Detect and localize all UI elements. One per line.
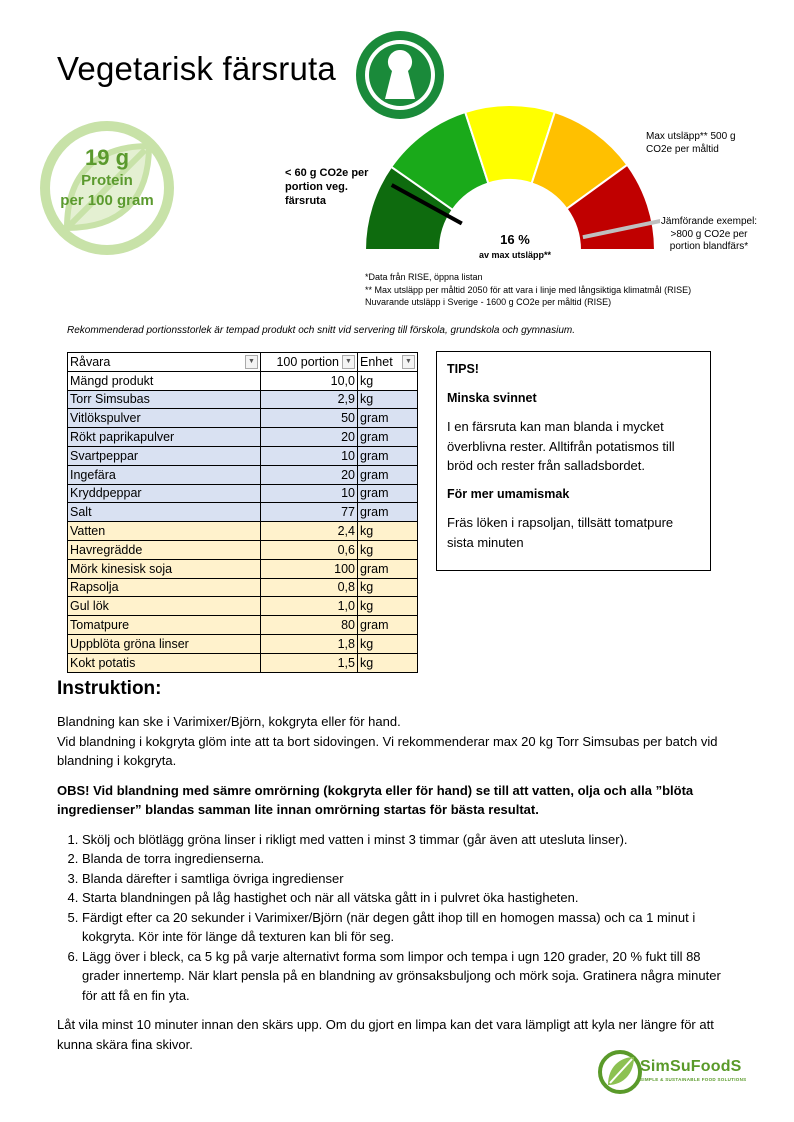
- ingredient-amount: 77: [261, 503, 358, 522]
- ingredient-amount: 10,0: [261, 371, 358, 390]
- table-row: [68, 653, 418, 672]
- ingredient-unit: kg: [358, 540, 418, 559]
- footnote-2: ** Max utsläpp per måltid 2050 för att vara i linje med långsiktiga klimatmål (RISE): [365, 284, 692, 295]
- ingredient-name: Torr Simsubas: [68, 390, 261, 409]
- ingredient-amount: 1,5: [261, 653, 358, 672]
- protein-label: Protein: [81, 172, 133, 189]
- ingredient-unit: kg: [358, 597, 418, 616]
- filter-dropdown-icon[interactable]: ▼: [342, 355, 355, 369]
- ingredient-name: Salt: [68, 503, 261, 522]
- list-item: 4. Starta blandningen på låg hastighet och när all vätska gått in i pulvret öka hastigheten.: [82, 888, 727, 908]
- ingredient-name: Uppblöta gröna linser: [68, 634, 261, 653]
- ingredient-name: Havregrädde: [68, 540, 261, 559]
- ingredient-unit: kg: [358, 634, 418, 653]
- tips-heading-1: Minska svinnet: [447, 390, 537, 405]
- gauge-percent: 16 %: [500, 232, 530, 247]
- tips-text-2: Fräs löken i rapsoljan, tillsätt tomatpure sista minuten: [447, 515, 674, 550]
- list-item: 5. Färdigt efter ca 20 sekunder i Varimixer/Björn (när degen gått ihop till en homogen massa) och ca 1 minut i kokgryta. Kör inte för länge då texturen kan bli för seg.: [82, 908, 727, 947]
- ingredient-amount: 2,9: [261, 390, 358, 409]
- footnote-3: Nuvarande utsläpp i Sverige - 1600 g CO2e per måltid (RISE): [365, 297, 612, 307]
- table-header-row: [68, 353, 418, 372]
- table-row: [68, 634, 418, 653]
- column-header-ravara: Råvara ▼: [68, 353, 261, 372]
- ingredient-name: Svartpeppar: [68, 446, 261, 465]
- list-item: 6. Lägg över i bleck, ca 5 kg på varje alternativt forma som limpor och tempa i ugn 120 grader, 20 % fukt till 88 grader innertemp. När klart pensla på en blandning av grönsaksbuljong och mörk soja. Gratinera några minuter för att få en fin yta.: [82, 947, 727, 1006]
- instructions-intro: [57, 712, 727, 771]
- ingredient-name: Ingefära: [68, 465, 261, 484]
- ingredient-unit: gram: [358, 465, 418, 484]
- logo-name: SimSuFoodS: [640, 1058, 742, 1075]
- ingredient-amount: 1,8: [261, 634, 358, 653]
- instructions-line-2: Vid blandning i kokgryta glöm inte att ta bort sidovingen. Vi rekommenderar max 20 kg Torr Simsubas per batch vid blandning i kokgryta.: [57, 733, 718, 768]
- column-header-portion: 100 portion ▼: [261, 353, 358, 372]
- tips-title: TIPS!: [447, 362, 479, 376]
- table-row: [68, 390, 418, 409]
- ingredient-unit: gram: [358, 409, 418, 428]
- table-row: [68, 597, 418, 616]
- filter-dropdown-icon[interactable]: ▼: [402, 355, 415, 369]
- table-row: [68, 559, 418, 578]
- ingredient-table: [67, 352, 418, 673]
- ingredient-name: Kryddpeppar: [68, 484, 261, 503]
- ingredient-amount: 2,4: [261, 522, 358, 541]
- table-row: [68, 371, 418, 390]
- ingredient-unit: gram: [358, 484, 418, 503]
- filter-dropdown-icon[interactable]: ▼: [245, 355, 258, 369]
- ingredient-unit: kg: [358, 371, 418, 390]
- ingredient-name: Mängd produkt: [68, 371, 261, 390]
- ingredient-amount: 100: [261, 559, 358, 578]
- ingredient-name: Rökt paprikapulver: [68, 428, 261, 447]
- protein-value: 19 g: [84, 145, 130, 170]
- list-item: 3. Blanda därefter i samtliga övriga ingredienser: [82, 869, 727, 889]
- table-row: [68, 522, 418, 541]
- gauge-max-label: Max utsläpp** 500 g CO2e per måltid: [646, 131, 736, 155]
- ingredient-name: Vitlökspulver: [68, 409, 261, 428]
- ingredient-name: Mörk kinesisk soja: [68, 559, 261, 578]
- list-item: 1. Skölj och blötlägg gröna linser i rikligt med vatten i minst 3 timmar (går även att utesluta linser).: [82, 830, 727, 850]
- instructions-closing: Låt vila minst 10 minuter innan den skärs upp. Om du gjort en limpa kan det vara lämpligt att kyla ner längre för att kunna skära fina skivor.: [57, 1017, 714, 1052]
- ingredient-unit: kg: [358, 578, 418, 597]
- ingredient-unit: kg: [358, 390, 418, 409]
- gauge-compare-label: Jämförande exempel: >800 g CO2e per portion blandfärs*: [660, 216, 758, 252]
- protein-info: [37, 145, 177, 211]
- protein-unit: per 100 gram: [60, 192, 154, 209]
- gauge-footnotes: [365, 271, 785, 309]
- ingredient-unit: gram: [358, 446, 418, 465]
- table-row: [68, 540, 418, 559]
- ingredient-unit: kg: [358, 653, 418, 672]
- tips-box: [436, 351, 711, 571]
- ingredient-unit: gram: [358, 616, 418, 635]
- logo-tagline: SIMPLE & SUSTAINABLE FOOD SOLUTIONS: [640, 1077, 747, 1082]
- table-row: [68, 465, 418, 484]
- table-row: [68, 578, 418, 597]
- ingredient-amount: 20: [261, 465, 358, 484]
- ingredient-unit: gram: [358, 428, 418, 447]
- ingredient-amount: 80: [261, 616, 358, 635]
- instructions-steps: [57, 830, 727, 1006]
- column-header-enhet: Enhet ▼: [358, 353, 418, 372]
- ingredient-name: Rapsolja: [68, 578, 261, 597]
- ingredient-amount: 50: [261, 409, 358, 428]
- ingredient-name: Gul lök: [68, 597, 261, 616]
- table-row: [68, 446, 418, 465]
- list-item: 2. Blanda de torra ingredienserna.: [82, 849, 727, 869]
- ingredient-name: Tomatpure: [68, 616, 261, 635]
- instructions-body: [57, 712, 727, 1064]
- ingredient-amount: 10: [261, 446, 358, 465]
- ingredient-amount: 10: [261, 484, 358, 503]
- ingredient-name: Kokt potatis: [68, 653, 261, 672]
- ingredient-amount: 1,0: [261, 597, 358, 616]
- footnote-1: *Data från RISE, öppna listan: [365, 272, 483, 282]
- gauge-left-label: < 60 g CO2e per portion veg. färsruta: [285, 167, 369, 207]
- instructions-title: Instruktion:: [57, 678, 162, 699]
- ingredient-amount: 0,6: [261, 540, 358, 559]
- ingredient-amount: 0,8: [261, 578, 358, 597]
- page-title: Vegetarisk färsruta: [57, 50, 336, 87]
- portion-note: Rekommenderad portionsstorlek är tempad produkt och snitt vid servering till förskola, grundskola och gymnasium.: [67, 325, 576, 336]
- tips-heading-2: För mer umamismak: [447, 486, 570, 501]
- table-row: [68, 616, 418, 635]
- tips-text-1: I en färsruta kan man blanda i mycket överblivna rester. Alltifrån potatismos till bröd och rester från salladsbordet.: [447, 419, 675, 473]
- ingredient-unit: kg: [358, 522, 418, 541]
- ingredient-amount: 20: [261, 428, 358, 447]
- ingredient-name: Vatten: [68, 522, 261, 541]
- table-row: [68, 428, 418, 447]
- ingredient-unit: gram: [358, 503, 418, 522]
- ingredient-unit: gram: [358, 559, 418, 578]
- table-row: [68, 503, 418, 522]
- gauge-percent-sub: av max utsläpp**: [478, 250, 552, 260]
- instructions-obs: OBS! Vid blandning med sämre omrörning (kokgryta eller för hand) se till att vatten, olja och alla ”blöta ingredienser” blandas samman lite innan omrörning startas för bästa resultat.: [57, 782, 694, 817]
- instructions-line-1: Blandning kan ske i Varimixer/Björn, kokgryta eller för hand.: [57, 714, 401, 729]
- table-row: [68, 484, 418, 503]
- table-row: [68, 409, 418, 428]
